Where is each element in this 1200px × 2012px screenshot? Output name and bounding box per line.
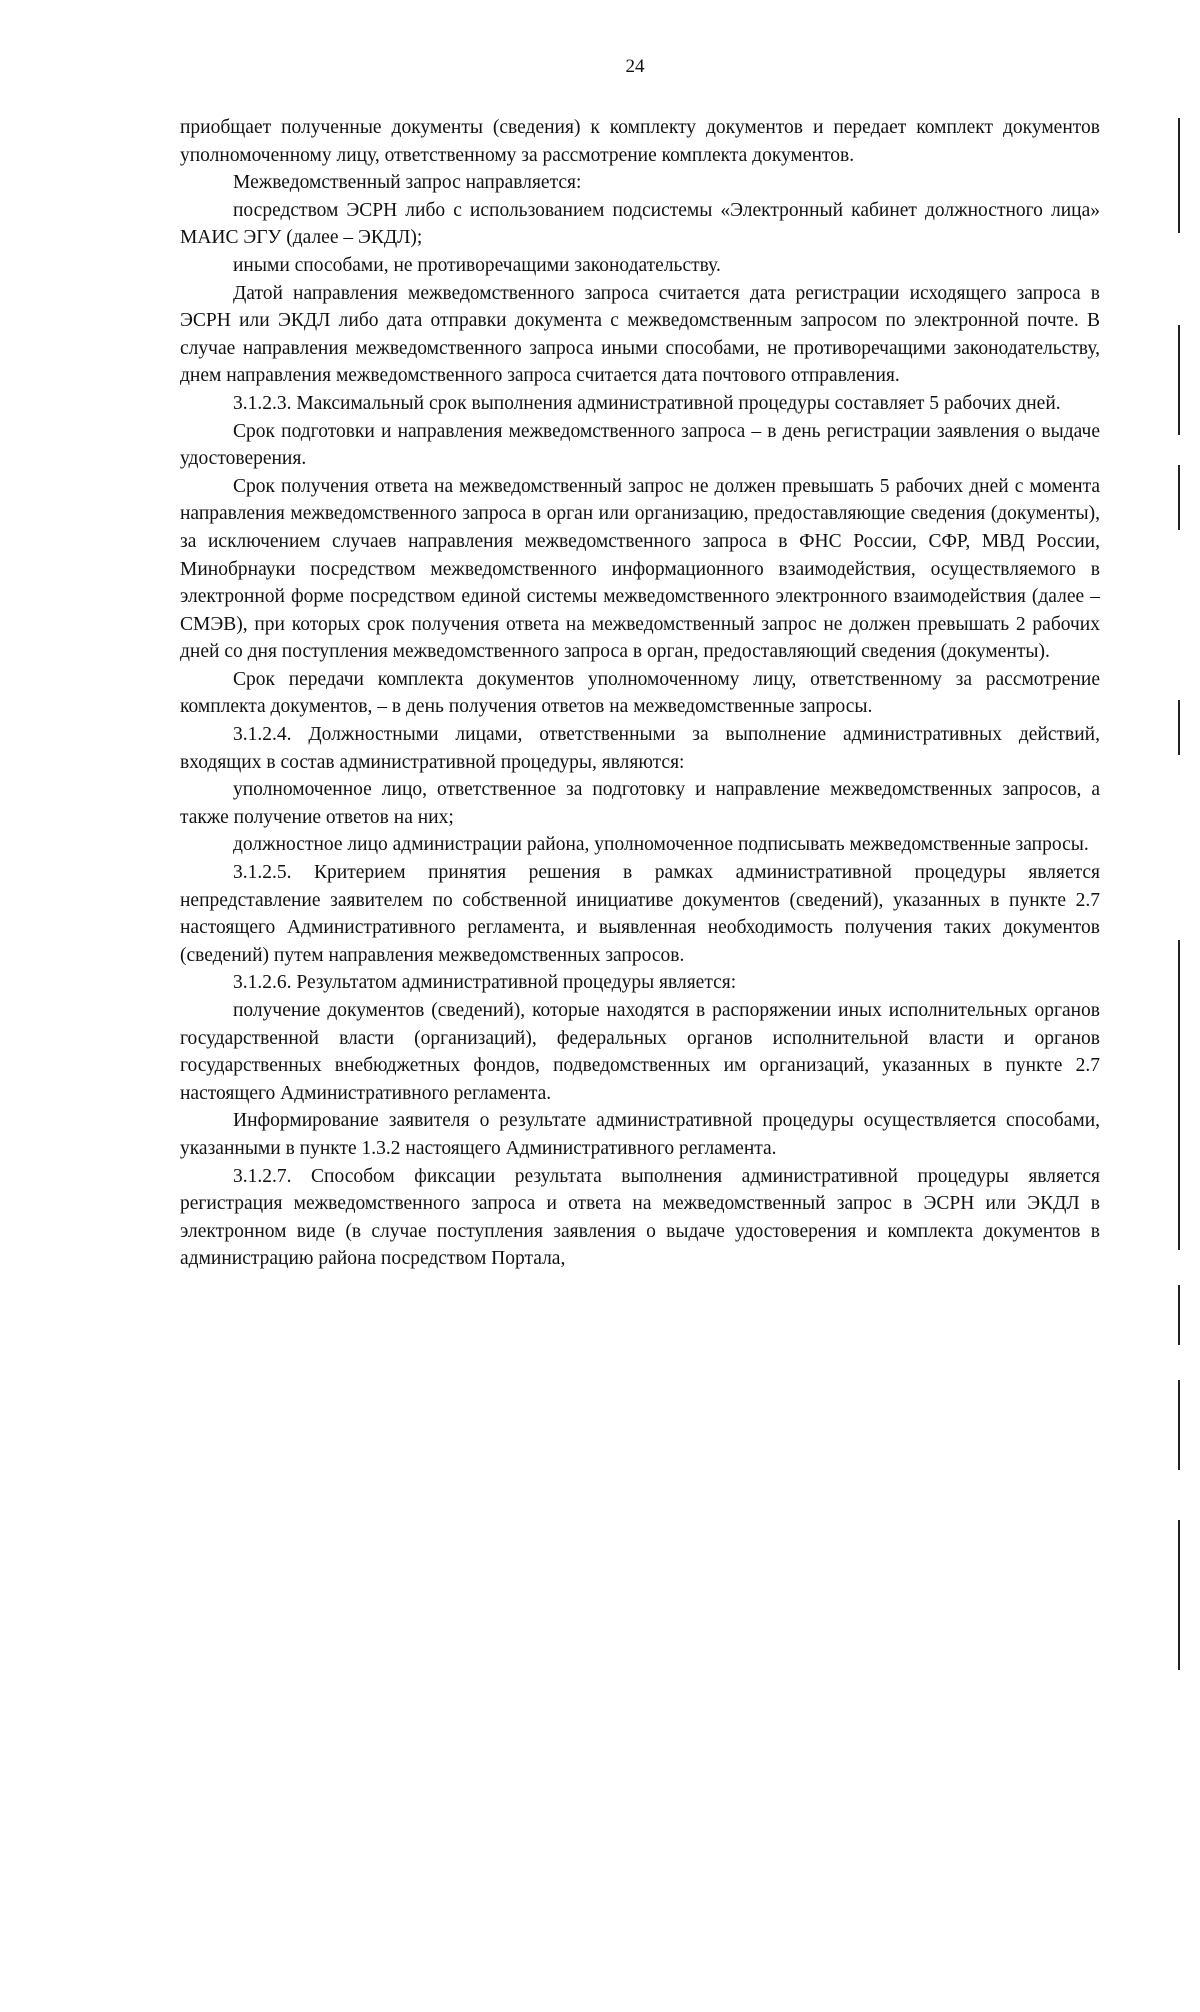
page-number: 24 xyxy=(625,56,645,77)
margin-line-mark xyxy=(1178,940,1180,1080)
paragraph: 3.1.2.4. Должностными лицами, ответственными за выполнение административных действий, входящих в состав административной процедуры, являются: xyxy=(180,724,1100,773)
paragraph: Межведомственный запрос направляется: xyxy=(233,172,582,194)
paragraph: иными способами, не противоречащими законодательству. xyxy=(233,254,721,276)
margin-line-mark xyxy=(1178,325,1180,435)
margin-line-mark xyxy=(1178,1080,1180,1250)
margin-line-mark xyxy=(1178,700,1180,755)
paragraph: Информирование заявителя о результате административной процедуры осуществляется способами, указанными в пункте 1.3.2 настоящего Административного регламента. xyxy=(180,1110,1100,1159)
paragraph: Срок передачи комплекта документов уполномоченному лицу, ответственному за рассмотрение комплекта документов, – в день получения ответов на межведомственные запросы. xyxy=(180,668,1100,718)
paragraph: 3.1.2.5. Критерием принятия решения в рамках административной процедуры является непредставление заявителем по собственной инициативе документов (сведений), указанных в пункте 2.7 настоящего Административного регламента, и выявленная необходимость получения таких документов (сведений) путем направления межведомственных запросов. xyxy=(180,862,1100,966)
paragraph: 3.1.2.6. Результатом административной процедуры является: xyxy=(233,972,737,994)
paragraph: 3.1.2.7. Способом фиксации результата выполнения административной процедуры является регистрация межведомственного запроса и ответа на межведомственный запрос в ЭСРН или ЭКДЛ в электронном виде (в случае поступления заявления о выдаче удостоверения и комплекта документов в администрацию района посредством Портала, xyxy=(180,1165,1100,1270)
margin-line-mark xyxy=(1178,1380,1180,1470)
paragraph: посредством ЭСРН либо с использованием подсистемы «Электронный кабинет должностного лица» МАИС ЭГУ (далее – ЭКДЛ); xyxy=(180,199,1100,249)
paragraph: 3.1.2.3. Максимальный срок выполнения административной процедуры составляет 5 рабочих дней. xyxy=(233,392,1061,414)
margin-line-mark xyxy=(1178,465,1180,530)
paragraph: приобщает полученные документы (сведения) к комплекту документов и передает комплект документов уполномоченному лицу, ответственному за рассмотрение комплекта документов. xyxy=(180,117,1100,166)
paragraph: Датой направления межведомственного запроса считается дата регистрации исходящего запроса в ЭСРН или ЭКДЛ либо дата отправки документа с межведомственным запросом по электронной почте. В случае направления межведомственного запроса иными способами, не противоречащими законодательству, днем направления межведомственного запроса считается дата почтового отправления. xyxy=(180,282,1100,387)
margin-line-mark xyxy=(1178,1285,1180,1345)
paragraph: Срок получения ответа на межведомственный запрос не должен превышать 5 рабочих дней с момента направления межведомственного запроса в орган или организацию, предоставляющие сведения (документы), за исключением случаев направления межведомственного запроса в ФНС России, СФР, МВД России, Минобрнауки посредством межведомственного информационного взаимодействия, осуществляемого в электронной форме посредством единой системы межведомственного электронного взаимодействия (далее – СМЭВ), при которых срок получения ответа на межведомственный запрос не должен превышать 2 рабочих дней со дня поступления межведомственного запроса в орган, предоставляющий сведения (документы). xyxy=(180,475,1100,663)
margin-line-mark xyxy=(1178,118,1180,233)
paragraph: должностное лицо администрации района, уполномоченное подписывать межведомственные запросы. xyxy=(233,834,1089,856)
paragraph: Срок подготовки и направления межведомственного запроса – в день регистрации заявления о выдаче удостоверения. xyxy=(180,420,1100,470)
paragraph: уполномоченное лицо, ответственное за подготовку и направление межведомственных запросов, а также получение ответов на них; xyxy=(180,779,1100,828)
document-body xyxy=(180,114,1100,1273)
margin-line-mark xyxy=(1178,1520,1180,1670)
paragraph: получение документов (сведений), которые находятся в распоряжении иных исполнительных органов государственной власти (организаций), федеральных органов исполнительной власти и органов государственных внебюджетных фондов, подведомственных им организаций, указанных в пункте 2.7 настоящего Административного регламента. xyxy=(180,1000,1100,1104)
